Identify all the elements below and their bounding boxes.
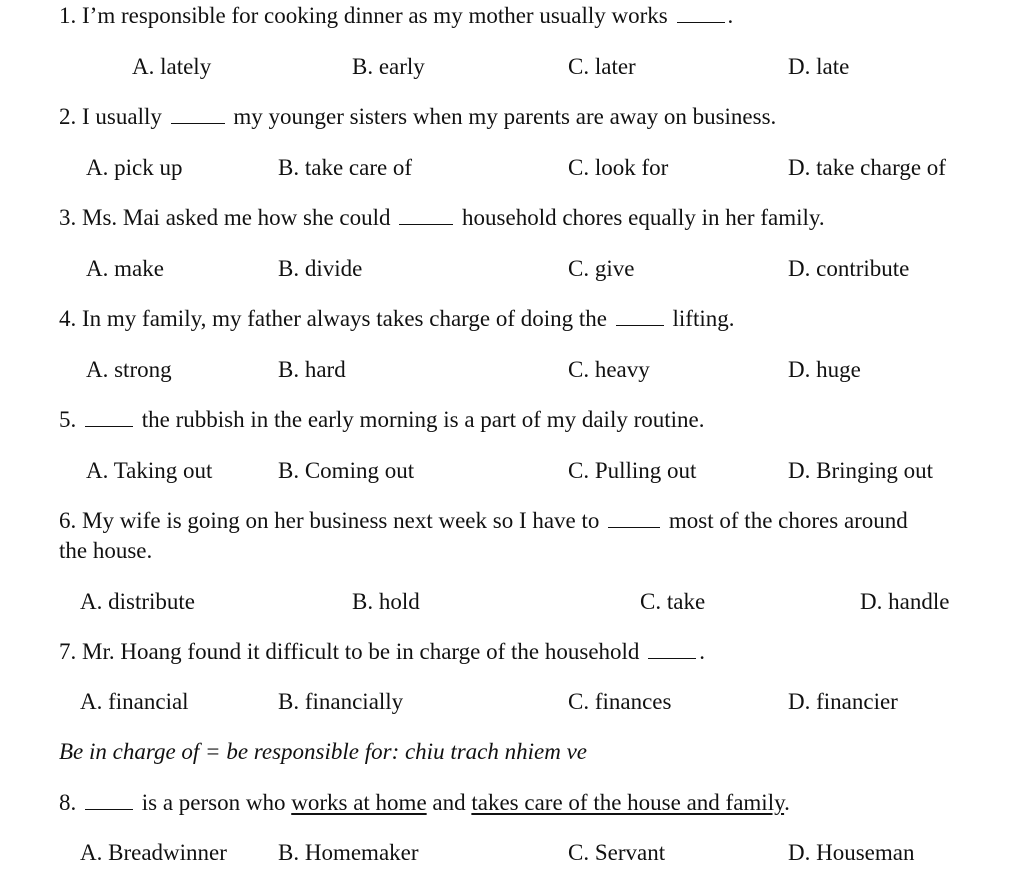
question-6-stem-line2: the house. bbox=[59, 538, 153, 563]
question-7-option-a: A. financial bbox=[80, 689, 189, 714]
question-6-stem bbox=[59, 507, 908, 535]
question-4-option-b: B. hard bbox=[278, 357, 346, 382]
question-2-text-before: I usually bbox=[82, 104, 162, 129]
question-7-option-c: C. finances bbox=[568, 689, 672, 714]
question-3-number: 3. bbox=[59, 205, 77, 230]
question-1-number: 1. bbox=[59, 3, 77, 28]
question-7-blank bbox=[648, 658, 696, 659]
question-4-text-after: lifting. bbox=[672, 306, 735, 331]
question-2-option-c: C. look for bbox=[568, 155, 669, 180]
question-8-underlined-2: takes care of the house and family bbox=[471, 790, 785, 815]
question-2-blank bbox=[171, 123, 225, 124]
question-5-option-b: B. Coming out bbox=[278, 458, 415, 483]
question-5-stem bbox=[59, 406, 705, 434]
question-3-option-c: C. give bbox=[568, 256, 635, 281]
question-6-option-a: A. distribute bbox=[80, 589, 195, 614]
question-8-option-b: B. Homemaker bbox=[278, 840, 419, 865]
question-8-text-2: and bbox=[432, 790, 466, 815]
question-6-option-d: D. handle bbox=[860, 589, 950, 614]
question-1-option-b: B. early bbox=[352, 54, 425, 79]
question-1-stem bbox=[59, 2, 733, 30]
question-3-blank bbox=[399, 224, 453, 225]
vocabulary-note: Be in charge of = be responsible for: chiu trach nhiem ve bbox=[59, 739, 588, 764]
question-5-blank bbox=[85, 426, 133, 427]
question-1-option-c: C. later bbox=[568, 54, 636, 79]
question-7-stem bbox=[59, 638, 705, 666]
question-8-number: 8. bbox=[59, 790, 77, 815]
question-7-option-b: B. financially bbox=[278, 689, 404, 714]
question-6-option-c: C. take bbox=[640, 589, 706, 614]
question-6-number: 6. bbox=[59, 508, 77, 533]
question-1-text-after: . bbox=[727, 3, 734, 28]
question-4-number: 4. bbox=[59, 306, 77, 331]
question-8-option-c: C. Servant bbox=[568, 840, 666, 865]
question-8-blank bbox=[85, 809, 133, 810]
question-5-number: 5. bbox=[59, 407, 77, 432]
question-8-stem bbox=[59, 789, 790, 817]
question-8-text-after: . bbox=[784, 790, 790, 815]
question-4-option-a: A. strong bbox=[86, 357, 172, 382]
question-4-stem bbox=[59, 305, 735, 333]
question-5-text-after: the rubbish in the early morning is a part of my daily routine. bbox=[141, 407, 705, 432]
question-2-number: 2. bbox=[59, 104, 77, 129]
question-4-option-d: D. huge bbox=[788, 357, 861, 382]
question-7-number: 7. bbox=[59, 639, 77, 664]
question-6-text-after: most of the chores around bbox=[668, 508, 908, 533]
question-2-option-a: A. pick up bbox=[86, 155, 183, 180]
question-2-option-b: B. take care of bbox=[278, 155, 413, 180]
question-1-blank bbox=[677, 22, 725, 23]
question-8-underlined-1: works at home bbox=[291, 790, 427, 815]
question-7-text-after: . bbox=[699, 639, 705, 664]
question-2-text-after: my younger sisters when my parents are away on business. bbox=[233, 104, 777, 129]
question-7-option-d: D. financier bbox=[788, 689, 898, 714]
question-4-text-before: In my family, my father always takes charge of doing the bbox=[82, 306, 608, 331]
question-3-option-d: D. contribute bbox=[788, 256, 910, 281]
question-3-option-a: A. make bbox=[86, 256, 164, 281]
question-3-stem bbox=[59, 204, 825, 232]
question-5-option-c: C. Pulling out bbox=[568, 458, 697, 483]
question-8-text-1: is a person who bbox=[141, 790, 286, 815]
question-4-blank bbox=[616, 325, 664, 326]
question-3-option-b: B. divide bbox=[278, 256, 363, 281]
question-1-option-a: A. lately bbox=[132, 54, 212, 79]
question-6-text-before: My wife is going on her business next week so I have to bbox=[82, 508, 600, 533]
question-6-blank bbox=[608, 527, 660, 528]
question-6-option-b: B. hold bbox=[352, 589, 420, 614]
question-2-option-d: D. take charge of bbox=[788, 155, 946, 180]
question-1-text-before: I’m responsible for cooking dinner as my mother usually works bbox=[82, 3, 668, 28]
question-7-text-before: Mr. Hoang found it difficult to be in charge of the household bbox=[82, 639, 640, 664]
question-2-stem bbox=[59, 103, 776, 131]
question-3-text-after: household chores equally in her family. bbox=[462, 205, 825, 230]
question-1-option-d: D. late bbox=[788, 54, 850, 79]
question-8-option-d: D. Houseman bbox=[788, 840, 915, 865]
question-3-text-before: Ms. Mai asked me how she could bbox=[82, 205, 391, 230]
question-8-option-a: A. Breadwinner bbox=[80, 840, 227, 865]
question-5-option-d: D. Bringing out bbox=[788, 458, 934, 483]
question-4-option-c: C. heavy bbox=[568, 357, 650, 382]
question-5-option-a: A. Taking out bbox=[86, 458, 213, 483]
